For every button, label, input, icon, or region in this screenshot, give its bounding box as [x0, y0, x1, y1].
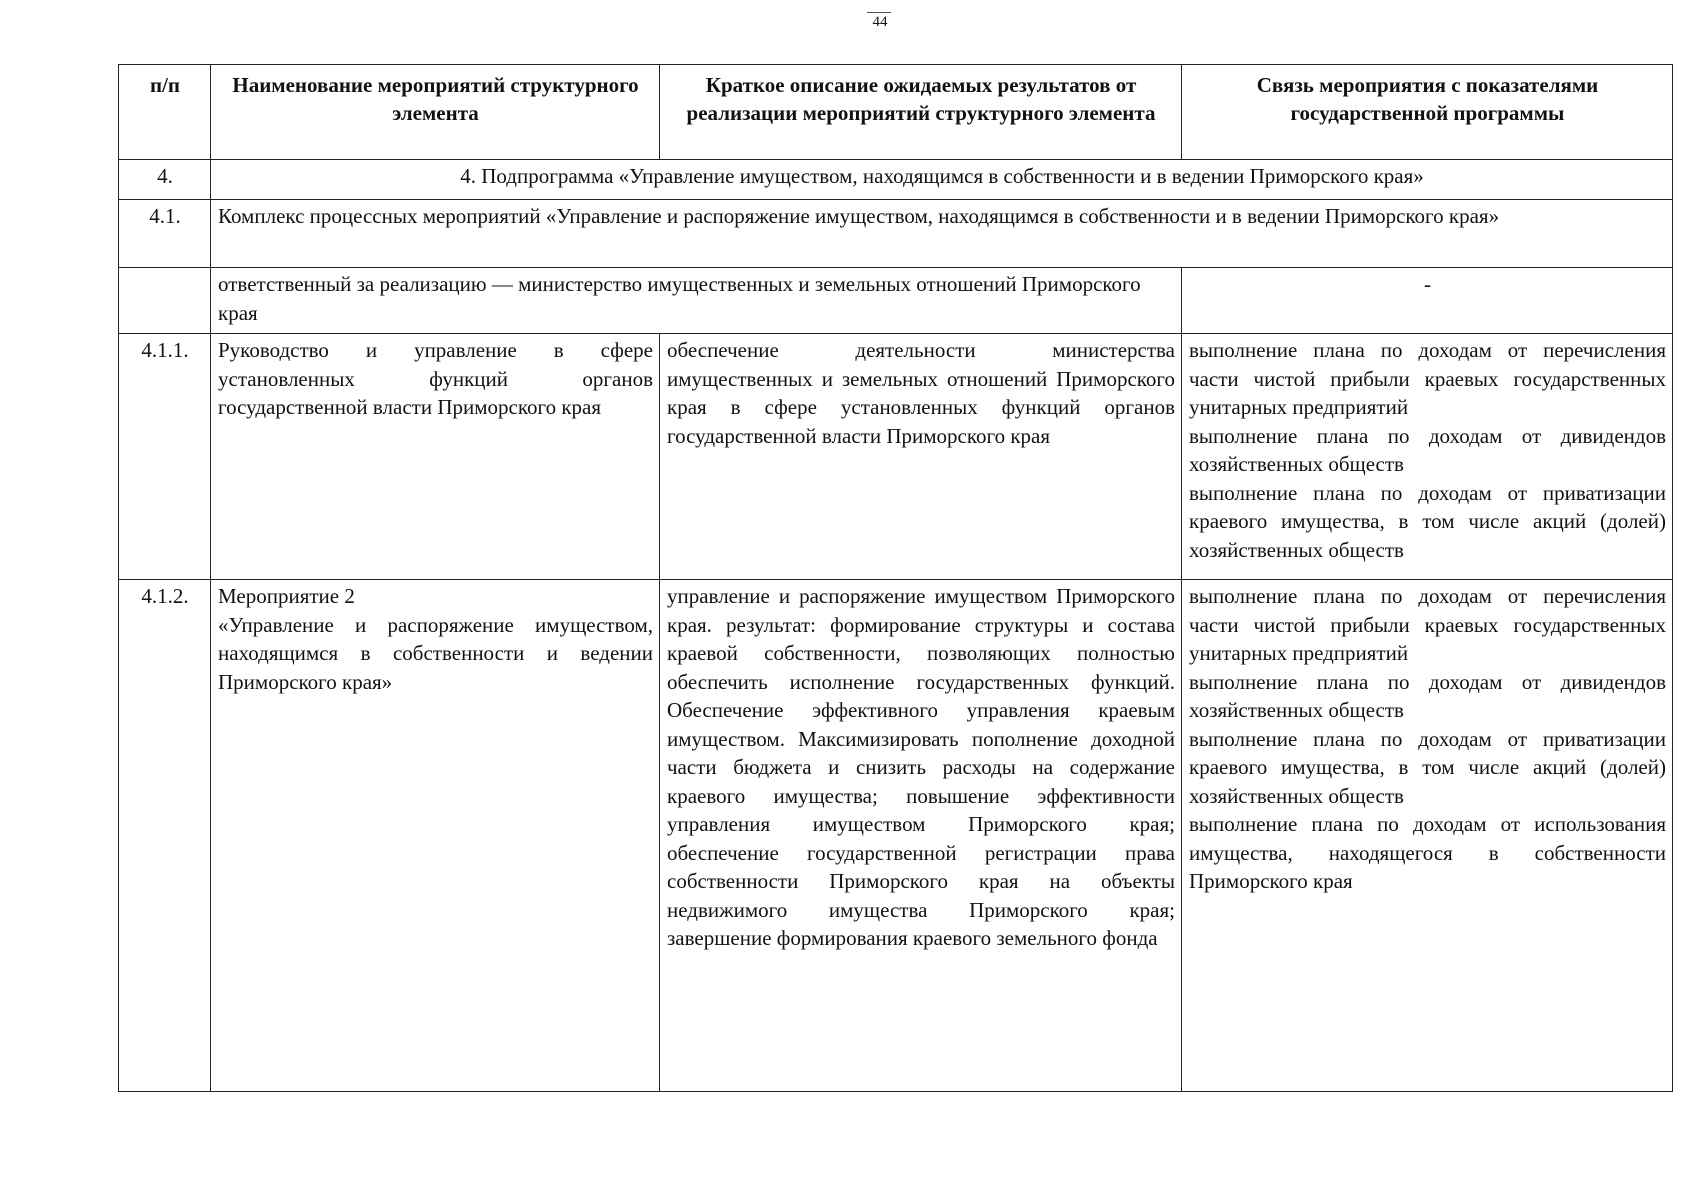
item2-links	[1182, 580, 1673, 1092]
item2-name-cell	[211, 580, 660, 1092]
subprogram-num: 4.	[119, 160, 211, 200]
table-row	[119, 580, 1673, 1092]
item1-description: обеспечение деятельности министерства имущественных и земельных отношений Приморского края в сфере установленных функций органов государственной власти Приморского края	[660, 334, 1182, 580]
table-header-row	[119, 65, 1673, 160]
header-num: п/п	[119, 65, 211, 160]
item2-link-3: выполнение плана по доходам от приватизации краевого имущества, в том числе акций (долей) хозяйственных обществ	[1189, 726, 1666, 808]
item1-links	[1182, 334, 1673, 580]
header-description: Краткое описание ожидаемых результатов от реализации мероприятий структурного элемента	[660, 65, 1182, 160]
item2-link-1: выполнение плана по доходам от перечисления части чистой прибыли краевых государственных унитарных предприятий	[1189, 584, 1666, 665]
subprogram-row	[119, 160, 1673, 200]
complex-num: 4.1.	[119, 200, 211, 268]
item1-link-3: выполнение плана по доходам от приватизации краевого имущества, в том числе акций (долей) хозяйственных обществ	[1189, 480, 1666, 562]
item1-name: Руководство и управление в сфере установленных функций органов государственной власти Приморского края	[211, 334, 660, 580]
complex-row	[119, 200, 1673, 268]
item2-link-4: выполнение плана по доходам от использования имущества, находящегося в собственности Приморского края	[1189, 812, 1666, 893]
responsible-num-empty	[119, 268, 211, 334]
table-row	[119, 334, 1673, 580]
header-name: Наименование мероприятий структурного элемента	[211, 65, 660, 160]
subprogram-title: 4. Подпрограмма «Управление имуществом, находящимся в собственности и в ведении Приморского края»	[211, 160, 1673, 200]
item1-link-2: выполнение плана по доходам от дивидендов хозяйственных обществ	[1189, 423, 1666, 476]
page-number-rule	[867, 12, 891, 13]
item2-name: «Управление и распоряжение имуществом, находящимся в собственности и ведении Приморского края»	[218, 612, 653, 694]
measures-table	[118, 64, 1673, 1092]
item2-num: 4.1.2.	[119, 580, 211, 1092]
item2-link-2: выполнение плана по доходам от дивидендов хозяйственных обществ	[1189, 669, 1666, 722]
responsible-text: ответственный за реализацию — министерство имущественных и земельных отношений Приморского края	[211, 268, 1182, 334]
page-number: 44	[872, 14, 888, 30]
responsible-link: -	[1182, 268, 1673, 334]
item2-description: управление и распоряжение имуществом Приморского края. результат: формирование структуры и состава краевой собственности, позволяющих полностью обеспечить исполнение государственных функций. Обеспечение эффективного управления краевым имуществом. Максимизировать пополнение доходной части бюджета и снизить расходы на содержание краевого имущества; повышение эффективности управления имуществом Приморского края; обеспечение государственной регистрации права собственности Приморского края на объекты недвижимого имущества Приморского края; завершение формирования краевого земельного фонда	[660, 580, 1182, 1092]
item1-link-1: выполнение плана по доходам от перечисления части чистой прибыли краевых государственных унитарных предприятий	[1189, 338, 1666, 419]
item2-name-title: Мероприятие 2	[218, 584, 355, 608]
header-link: Связь мероприятия с показателями государственной программы	[1182, 65, 1673, 160]
responsible-row	[119, 268, 1673, 334]
complex-title: Комплекс процессных мероприятий «Управление и распоряжение имуществом, находящимся в собственности и в ведении Приморского края»	[211, 200, 1673, 268]
item1-num: 4.1.1.	[119, 334, 211, 580]
